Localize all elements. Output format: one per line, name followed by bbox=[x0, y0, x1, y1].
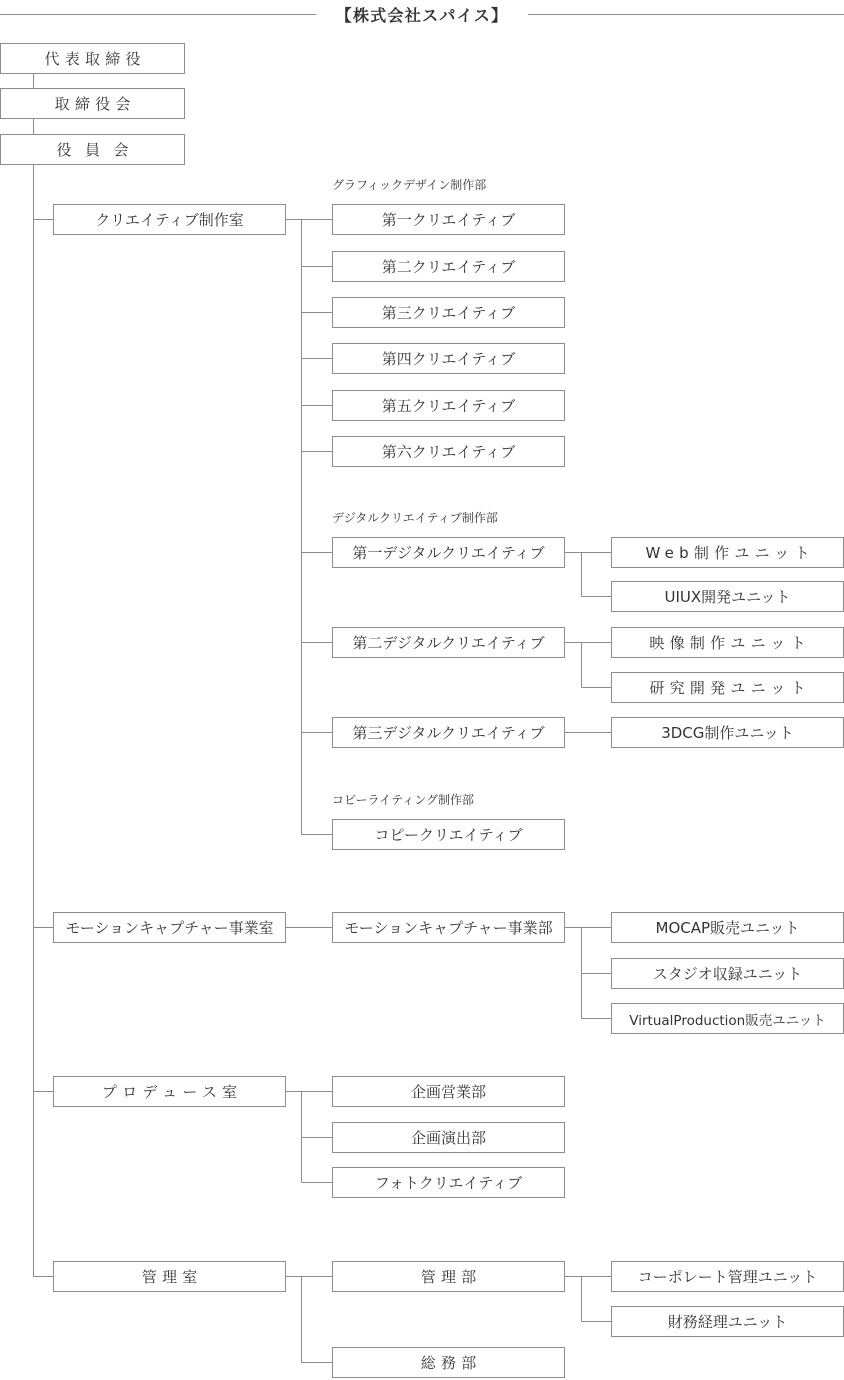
unit-digital-2: 第二デジタルクリエイティブ bbox=[332, 627, 565, 658]
ceo-box: 代表取締役 bbox=[0, 43, 185, 74]
unit-creative-5: 第五クリエイティブ bbox=[332, 390, 565, 421]
unit-creative-3: 第三クリエイティブ bbox=[332, 297, 565, 328]
page-title: 【株式会社スパイス】 bbox=[335, 6, 509, 25]
subunit-vp-sales: VirtualProduction販売ユニット bbox=[611, 1003, 844, 1034]
unit-photo: フォトクリエイティブ bbox=[332, 1167, 565, 1198]
unit-digital-1: 第一デジタルクリエイティブ bbox=[332, 537, 565, 568]
subunit-corporate: コーポレート管理ユニット bbox=[611, 1261, 844, 1292]
unit-admin-dept: 管理部 bbox=[332, 1261, 565, 1292]
dept-label-graphic: グラフィックデザイン制作部 bbox=[332, 178, 487, 192]
subunit-uiux: UIUX開発ユニット bbox=[611, 581, 844, 612]
board-box: 取締役会 bbox=[0, 88, 185, 119]
unit-digital-3: 第三デジタルクリエイティブ bbox=[332, 717, 565, 748]
office-mocap: モーションキャプチャー事業室 bbox=[53, 912, 286, 943]
dept-label-copywriting: コピーライティング制作部 bbox=[332, 793, 474, 807]
unit-planning-sales: 企画営業部 bbox=[332, 1076, 565, 1107]
subunit-video: 映像制作ユニット bbox=[611, 627, 844, 658]
unit-creative-6: 第六クリエイティブ bbox=[332, 436, 565, 467]
subunit-3dcg: 3DCG制作ユニット bbox=[611, 717, 844, 748]
office-admin: 管理室 bbox=[53, 1261, 286, 1292]
unit-general-affairs: 総務部 bbox=[332, 1347, 565, 1378]
subunit-studio: スタジオ収録ユニット bbox=[611, 958, 844, 989]
dept-label-digital: デジタルクリエイティブ制作部 bbox=[332, 511, 498, 525]
unit-creative-4: 第四クリエイティブ bbox=[332, 343, 565, 374]
office-produce: プロデュース室 bbox=[53, 1076, 286, 1107]
unit-creative-2: 第二クリエイティブ bbox=[332, 251, 565, 282]
unit-copy: コピークリエイティブ bbox=[332, 819, 565, 850]
office-creative: クリエイティブ制作室 bbox=[53, 204, 286, 235]
subunit-finance: 財務経理ユニット bbox=[611, 1306, 844, 1337]
unit-mocap-dept: モーションキャプチャー事業部 bbox=[332, 912, 565, 943]
subunit-web: Web制作ユニット bbox=[611, 537, 844, 568]
officers-box: 役員会 bbox=[0, 134, 185, 165]
unit-creative-1: 第一クリエイティブ bbox=[332, 204, 565, 235]
unit-planning-direction: 企画演出部 bbox=[332, 1122, 565, 1153]
subunit-research: 研究開発ユニット bbox=[611, 672, 844, 703]
subunit-mocap-sales: MOCAP販売ユニット bbox=[611, 912, 844, 943]
